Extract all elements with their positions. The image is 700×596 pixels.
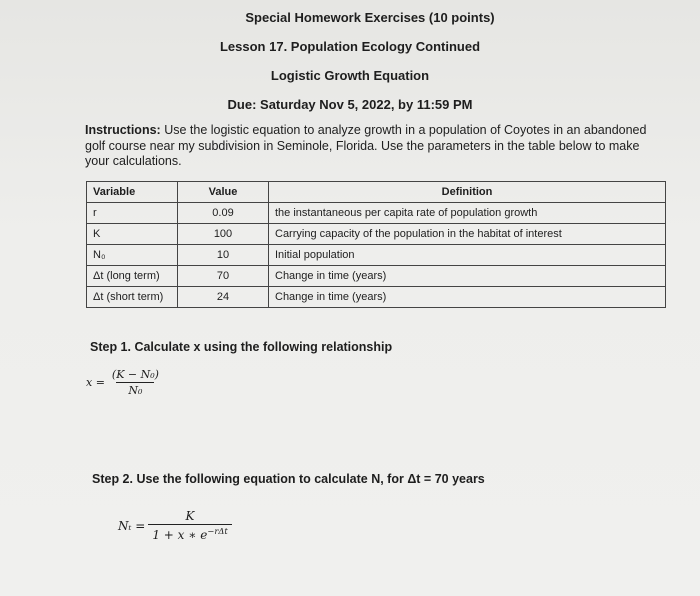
cell-definition: Change in time (years) <box>269 266 666 287</box>
equation-x-denominator: N₀ <box>116 382 154 397</box>
equation-logistic-exponent: −rΔt <box>207 526 228 536</box>
equation-logistic-denominator-base: 1 + x ∗ e <box>152 528 208 542</box>
cell-variable: K <box>87 224 178 245</box>
step1-heading: Step 1. Calculate x using the following relationship <box>90 340 393 354</box>
equation-logistic <box>118 509 232 542</box>
cell-value: 24 <box>178 287 269 308</box>
parameters-table <box>86 181 666 308</box>
equation-x-fraction <box>108 368 163 397</box>
equation-logistic-numerator: K <box>185 509 195 523</box>
cell-value: 10 <box>178 245 269 266</box>
topic-title: Logistic Growth Equation <box>270 68 430 83</box>
cell-definition: Change in time (years) <box>269 287 666 308</box>
step2-heading: Step 2. Use the following equation to calculate N, for Δt = 70 years <box>92 472 485 486</box>
header-value: Value <box>178 182 269 203</box>
equation-logistic-denominator <box>148 524 231 542</box>
instructions-paragraph <box>85 123 650 170</box>
assignment-title: Special Homework Exercises (10 points) <box>245 10 495 25</box>
cell-variable: Δt (short term) <box>87 287 178 308</box>
equation-logistic-fraction <box>148 509 231 542</box>
cell-definition: Carrying capacity of the population in the habitat of interest <box>269 224 666 245</box>
cell-definition: Initial population <box>269 245 666 266</box>
instructions-label: Instructions: <box>85 123 161 137</box>
equation-x <box>86 368 163 397</box>
cell-value: 100 <box>178 224 269 245</box>
cell-variable: Δt (long term) <box>87 266 178 287</box>
header-variable: Variable <box>87 182 178 203</box>
cell-variable: N₀ <box>87 245 178 266</box>
table-row <box>87 287 666 308</box>
equation-x-numerator: (K − N₀) <box>111 368 159 381</box>
header-definition: Definition <box>269 182 666 203</box>
lesson-title: Lesson 17. Population Ecology Continued <box>219 39 481 54</box>
table-row <box>87 245 666 266</box>
equation-x-lhs: x = <box>86 376 105 389</box>
table-row <box>87 203 666 224</box>
table-row <box>87 224 666 245</box>
equation-logistic-lhs: Nₜ = <box>118 518 146 533</box>
cell-value: 0.09 <box>178 203 269 224</box>
cell-definition: the instantaneous per capita rate of population growth <box>269 203 666 224</box>
due-date: Due: Saturday Nov 5, 2022, by 11:59 PM <box>227 97 473 112</box>
table-header-row <box>87 182 666 203</box>
table-row <box>87 266 666 287</box>
cell-variable: r <box>87 203 178 224</box>
instructions-text: Use the logistic equation to analyze growth in a population of Coyotes in an abandoned golf course near my subdivision in Seminole, Florida. Use the parameters in the table below to make your calculations. <box>85 123 647 168</box>
cell-value: 70 <box>178 266 269 287</box>
